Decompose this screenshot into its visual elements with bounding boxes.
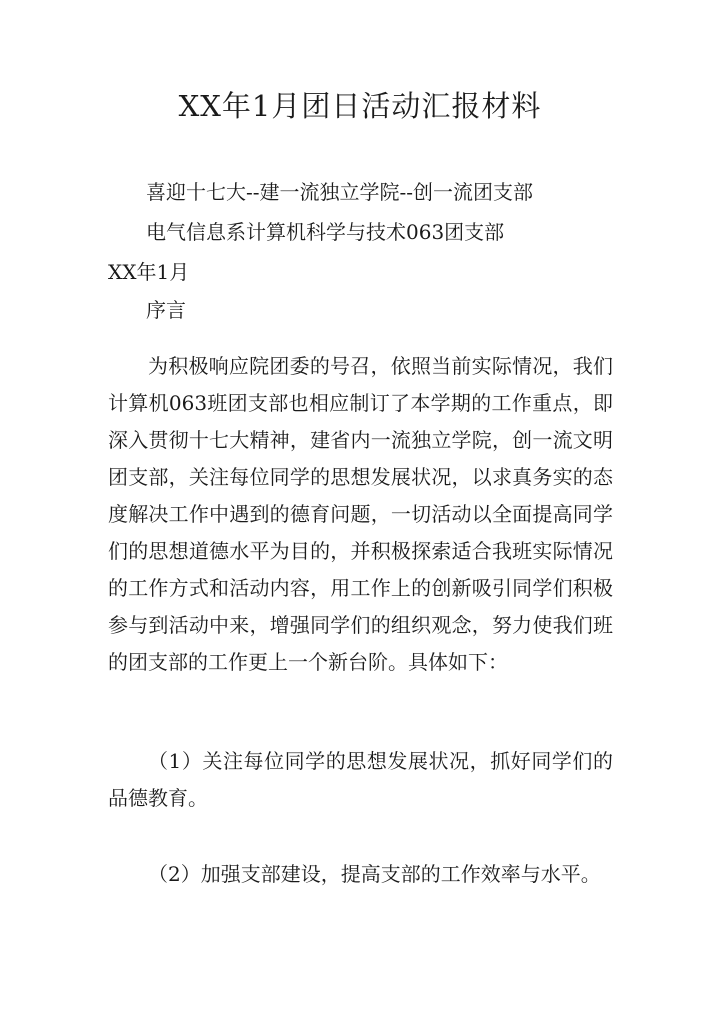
body-paragraph-item-2: （2）加强支部建设，提高支部的工作效率与水平。 — [148, 862, 601, 886]
date-line: XX年1月 — [108, 260, 190, 284]
body-paragraph-item-1: （1）关注每位同学的思想发展状况，抓好同学们的品德教育。 — [108, 749, 613, 810]
body-paragraph-intro: 为积极响应院团委的号召，依照当前实际情况，我们计算机063班团支部也相应制订了本学期的工作重点，即深入贯彻十七大精神，建省内一流独立学院，创一流文明团支部，关注每位同学的思想发展状况，以求真务实的态度解决工作中遇到的德育问题，一切活动以全面提高同学们的思想道德水平为目的，并积极探索适合我班实际情况的工作方式和活动内容，用工作上的创新吸引同学们积极参与到活动中来，增强同学们的组织观念，努力使我们班的团支部的工作更上一个新台阶。具体如下： — [108, 354, 613, 674]
unit-line: 电气信息系计算机科学与技术063团支部 — [146, 220, 505, 244]
theme-line: 喜迎十七大--建一流独立学院--创一流团支部 — [146, 180, 534, 204]
document-title: XX年1月团日活动汇报材料 — [178, 89, 542, 123]
preface-heading: 序言 — [146, 298, 186, 322]
